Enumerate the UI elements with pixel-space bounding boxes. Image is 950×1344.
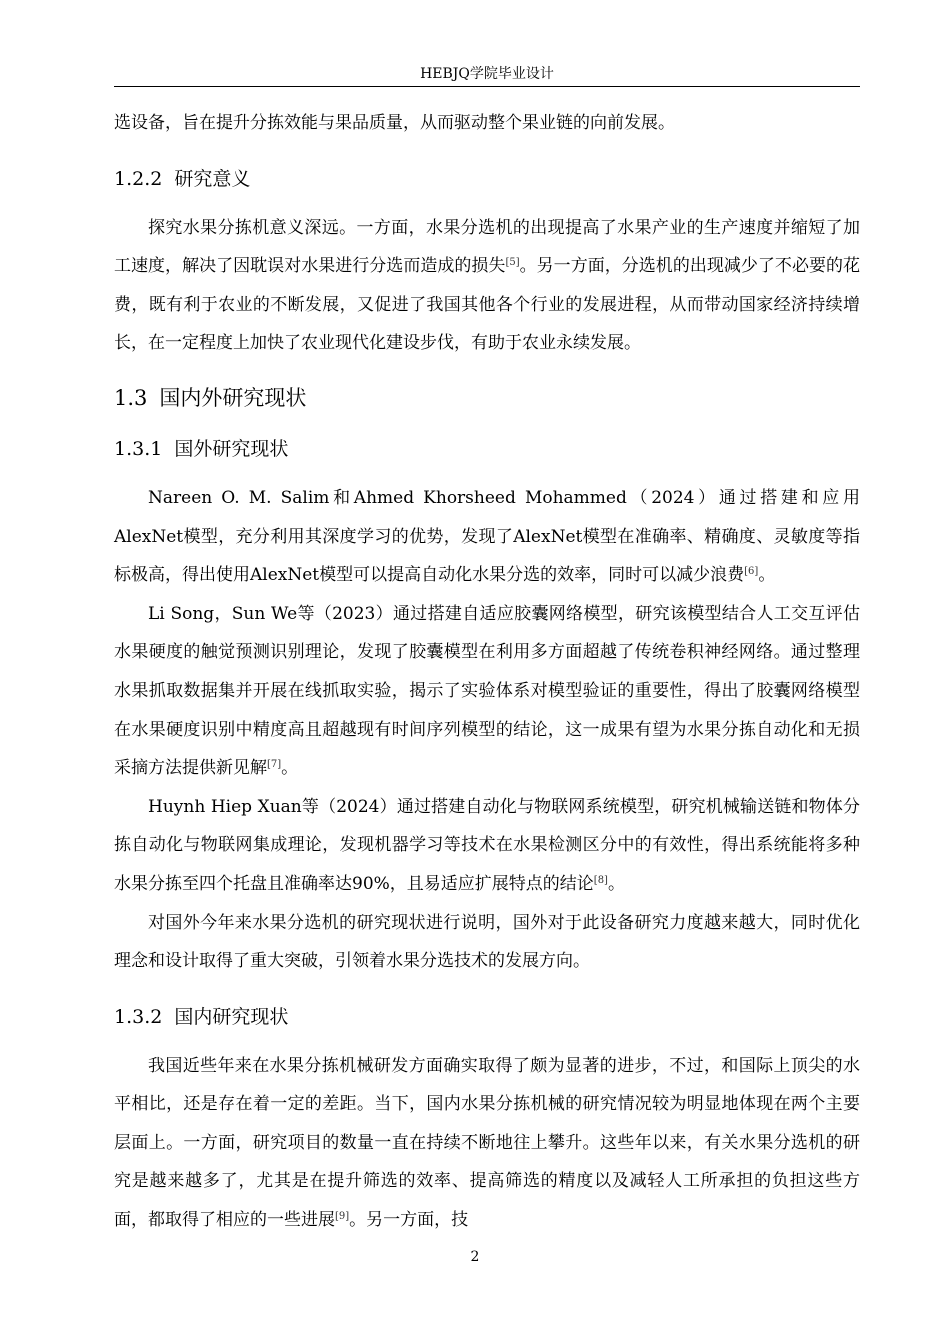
paragraph-domestic <box>114 1047 860 1240</box>
heading-1-3 <box>114 383 860 413</box>
paragraph-salim <box>114 479 860 595</box>
paragraph-significance <box>114 209 860 363</box>
citation: [5] <box>505 257 520 269</box>
paragraph-lisong <box>114 595 860 788</box>
paragraph-text: 。 <box>758 565 776 586</box>
citation: [8] <box>593 874 608 886</box>
page-header: HEBJQ学院毕业设计 <box>114 66 860 87</box>
heading-text: 国外研究现状 <box>174 437 289 460</box>
heading-number: 1.2.2 <box>114 167 163 190</box>
heading-1-3-2 <box>114 1003 860 1031</box>
paragraph-text: Nareen O. M. Salim和Ahmed Khorsheed Mohammed（2024）通过搭建和应用AlexNet模型，充分利用其深度学习的优势，发现了AlexNet模型在准确率、精确度、灵敏度等指标极高，得出使用AlexNet模型可以提高自动化水果分选的效率，同时可以减少浪费 <box>114 487 860 586</box>
heading-1-2-2 <box>114 165 860 193</box>
paragraph-text: 我国近些年来在水果分拣机械研发方面确实取得了颇为显著的进步，不过，和国际上顶尖的水平相比，还是存在着一定的差距。当下，国内水果分拣机械的研究情况较为明显地体现在两个主要层面上。一方面，研究项目的数量一直在持续不断地往上攀升。这些年以来，有关水果分选机的研究是越来越多了，尤其是在提升筛选的效率、提高筛选的精度以及减轻人工所承担的负担这些方面，都取得了相应的一些进展 <box>114 1055 860 1231</box>
heading-text: 国内外研究现状 <box>159 385 307 410</box>
citation: [9] <box>335 1211 350 1223</box>
paragraph-text: 。另一方面，分选机的出现减少了不必要的花费，既有利于农业的不断发展，又促进了我国其他各个行业的发展进程，从而带动国家经济持续增长，在一定程度上加快了农业现代化建设步伐，有助于农业永续发展。 <box>114 256 861 354</box>
paragraph-foreign-summary: 对国外今年来水果分选机的研究现状进行说明，国外对于此设备研究力度越来越大，同时优化理念和设计取得了重大突破，引领着水果分选技术的发展方向。 <box>114 912 860 972</box>
heading-1-3-1 <box>114 435 860 463</box>
page-body <box>114 104 860 1240</box>
heading-text: 国内研究现状 <box>174 1005 289 1028</box>
heading-number: 1.3 <box>114 385 148 410</box>
paragraph-text: Huynh Hiep Xuan等（2024）通过搭建自动化与物联网系统模型，研究机械输送链和物体分拣自动化与物联网集成理论，发现机器学习等技术在水果检测区分中的有效性，得出系统能将多种水果分拣至四个托盘且准确率达90%，且易适应扩展特点的结论 <box>114 796 860 894</box>
paragraph-continuation: 选设备，旨在提升分拣效能与果品质量，从而驱动整个果业链的向前发展。 <box>114 113 675 133</box>
citation: [7] <box>267 759 282 771</box>
paragraph-text: 。 <box>607 873 625 894</box>
heading-number: 1.3.2 <box>114 1005 163 1028</box>
citation: [6] <box>744 566 759 578</box>
heading-number: 1.3.1 <box>114 437 163 460</box>
paragraph-huynh <box>114 788 860 904</box>
paragraph-text: Li Song，Sun We等（2023）通过搭建自适应胶囊网络模型，研究该模型结合人工交互评估水果硬度的触觉预测识别理论，发现了胶囊模型在利用多方面超越了传统卷积神经网络。通过整理水果抓取数据集并开展在线抓取实验，揭示了实验体系对模型验证的重要性，得出了胶囊网络模型在水果硬度识别中精度高且超越现有时间序列模型的结论，这一成果有望为水果分拣自动化和无损采摘方法提供新见解 <box>114 603 860 779</box>
heading-text: 研究意义 <box>174 167 251 190</box>
paragraph-text: 探究水果分拣机意义深远。一方面，水果分选机的出现提高了水果产业的生产速度并缩短了加工速度，解决了因耽误对水果进行分选而造成的损失 <box>114 217 860 277</box>
page-number: 2 <box>470 1249 480 1265</box>
paragraph-text: 。 <box>281 758 299 779</box>
paragraph-text: 。另一方面，技 <box>349 1210 469 1231</box>
